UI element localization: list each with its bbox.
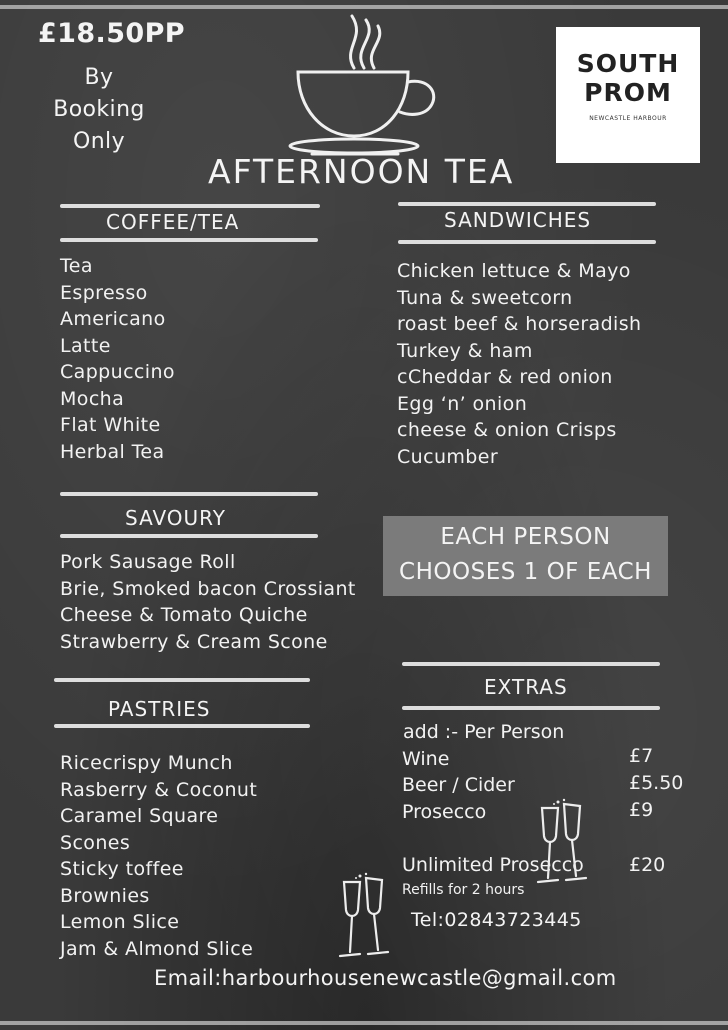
refills-note: Refills for 2 hours [402,882,525,898]
sandwiches-heading: SANDWICHES [444,208,592,232]
south-prom-logo [556,27,700,163]
list-item: Americano [60,308,166,330]
bottom-border [0,1021,728,1025]
extra-item-name: Beer / Cider [402,774,515,796]
extras-rule-top [402,662,660,666]
savoury-rule-top [60,492,318,496]
list-item: Jam & Almond Slice [60,937,254,960]
list-item: Lemon Slice [60,911,180,933]
list-item: cheese & onion Crisps [397,419,617,441]
champagne-glasses-icon [528,798,598,890]
extra-item-price: £5.50 [629,772,684,794]
price-per-person: £18.50PP [38,18,185,49]
list-item: Espresso [60,281,148,304]
list-item: Herbal Tea [60,440,165,463]
logo-line-2: PROM [584,78,672,107]
sandwiches-rule-bottom [398,240,656,244]
list-item: Brie, Smoked bacon Crossiant [60,577,356,600]
coffee-rule-top [60,204,320,208]
list-item: Scones [60,831,131,854]
pastries-heading: PASTRIES [108,697,211,721]
list-item: Egg ‘n’ onion [397,392,528,415]
list-item: Rasberry & Coconut [60,778,258,801]
list-item: Cucumber [397,445,499,468]
note-line-1: EACH PERSON [440,524,611,550]
savoury-rule-bottom [60,534,318,538]
list-item: Tuna & sweetcorn [397,286,573,309]
logo-line-3: NEWCASTLE HARBOUR [589,115,667,122]
list-item: Cheese & Tomato Quiche [60,604,308,626]
list-item: Brownies [60,884,150,907]
list-item: Latte [60,334,111,357]
note-line-2: CHOOSES 1 OF EACH [399,559,652,585]
extra-item-price: £9 [629,799,654,821]
extra-item-name: Wine [402,748,450,770]
logo-line-1: SOUTH [576,49,680,78]
list-item: roast beef & horseradish [397,313,642,335]
coffee-rule-bottom [60,238,318,242]
each-person-note [383,516,668,596]
teacup-icon [282,8,442,158]
list-item: cCheddar & red onion [397,366,613,388]
sandwiches-rule-top [398,202,656,206]
extra-item-price: £20 [629,854,666,876]
pastries-rule-bottom [54,724,310,728]
pastries-rule-top [54,678,310,682]
list-item: Tea [60,255,93,277]
pastries-list [60,750,257,962]
savoury-list [60,549,356,655]
email-address: Email:harbourhousenewcastle@gmail.com [154,966,617,990]
list-item: Ricecrispy Munch [60,752,233,774]
extras-rule-bottom [402,706,660,710]
list-item: Cappuccino [60,361,175,383]
list-item: Chicken lettuce & Mayo [397,260,631,282]
list-item: Strawberry & Cream Scone [60,630,328,653]
extra-item-name: Unlimited Prosecco [402,854,584,876]
booking-note: By Booking Only [53,65,145,154]
list-item: Mocha [60,387,125,410]
list-item: Flat White [60,414,161,436]
extra-item-price: £7 [629,745,654,767]
savoury-heading: SAVOURY [125,506,227,530]
champagne-glasses-icon [330,872,400,964]
list-item: Turkey & ham [397,339,533,362]
list-item: Sticky toffee [60,858,184,880]
coffee-heading: COFFEE/TEA [106,210,240,234]
coffee-list [60,253,175,465]
list-item: Caramel Square [60,805,219,827]
extras-heading: EXTRAS [484,675,568,699]
telephone-number: Tel:02843723445 [411,909,582,931]
extras-intro: add :- Per Person [403,721,565,743]
menu-title: AFTERNOON TEA [208,152,515,191]
extra-item-name: Prosecco [402,801,487,823]
list-item: Pork Sausage Roll [60,551,236,573]
sandwiches-list [397,258,641,470]
